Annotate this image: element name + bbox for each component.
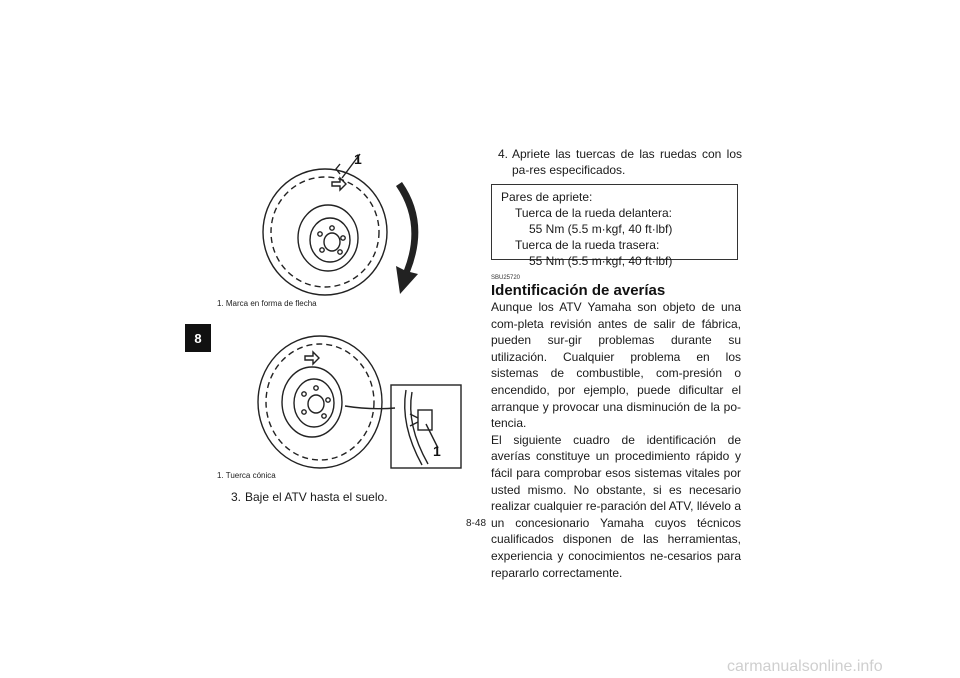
spec-title: Pares de apriete: xyxy=(501,190,593,204)
figure1-callout: 1 xyxy=(354,151,362,167)
figure2-caption: 1. Tuerca cónica xyxy=(217,471,276,480)
watermark: carmanualsonline.info xyxy=(727,658,883,675)
tire-outline xyxy=(258,336,382,468)
step-number: 4. xyxy=(498,147,509,161)
chapter-tab: 8 xyxy=(185,324,211,352)
section-title: Identificación de averías xyxy=(491,282,666,299)
section-code: SBU25720 xyxy=(491,275,521,281)
hub xyxy=(324,233,340,251)
rim xyxy=(298,205,358,271)
rotation-arrow-icon xyxy=(396,182,418,294)
figure1-caption: 1. Marca en forma de flecha xyxy=(217,299,317,308)
spec-front-label: Tuerca de la rueda delantera: xyxy=(515,206,672,220)
step-3 xyxy=(231,489,471,507)
step-number: 3. xyxy=(231,490,242,504)
spec-rear-value: 55 Nm (5.5 m·kgf, 40 ft·lbf) xyxy=(529,254,673,268)
section-body xyxy=(491,299,741,581)
hub xyxy=(308,395,324,413)
spec-front-value: 55 Nm (5.5 m·kgf, 40 ft·lbf) xyxy=(529,222,673,236)
step-text: Baje el ATV hasta el suelo. xyxy=(245,490,388,504)
tire-outline xyxy=(263,169,387,295)
paragraph: Aunque los ATV Yamaha son objeto de una com-pleta revisión antes de salir de fábrica, pueden sur-gir problemas durante su utilización. Cualquier problema en los sistemas de combustible, com-presión o encendido, por ejemplo, puede dificultar el arranque y provocar una disminución de la po-tencia. xyxy=(491,300,741,431)
figure2-callout: 1 xyxy=(433,443,441,459)
detail-frame xyxy=(391,385,461,468)
tire-arrow-mark-illustration xyxy=(250,142,450,297)
step-4 xyxy=(498,146,743,182)
paragraph: El siguiente cuadro de identificación de averías constituye un procedimiento rápido y fácil para comprobar esos sistemas vitales por usted mismo. No obstante, si es necesario realizar cualquier re-paración del ATV, llévelo a un concesionario Yamaha cuyos técnicos cualificados disponen de las herramientas, experiencia y conocimientos ne-cesarios para repararlo correctamente. xyxy=(491,432,741,580)
torque-spec-box xyxy=(491,184,738,268)
page-number: 8-48 xyxy=(466,518,487,529)
tire-tapered-nut-illustration xyxy=(250,330,465,470)
step-text: Apriete las tuercas de las ruedas con los pa-res especificados. xyxy=(512,147,742,177)
tapered-nut xyxy=(418,410,432,430)
spec-rear-label: Tuerca de la rueda trasera: xyxy=(515,238,660,252)
